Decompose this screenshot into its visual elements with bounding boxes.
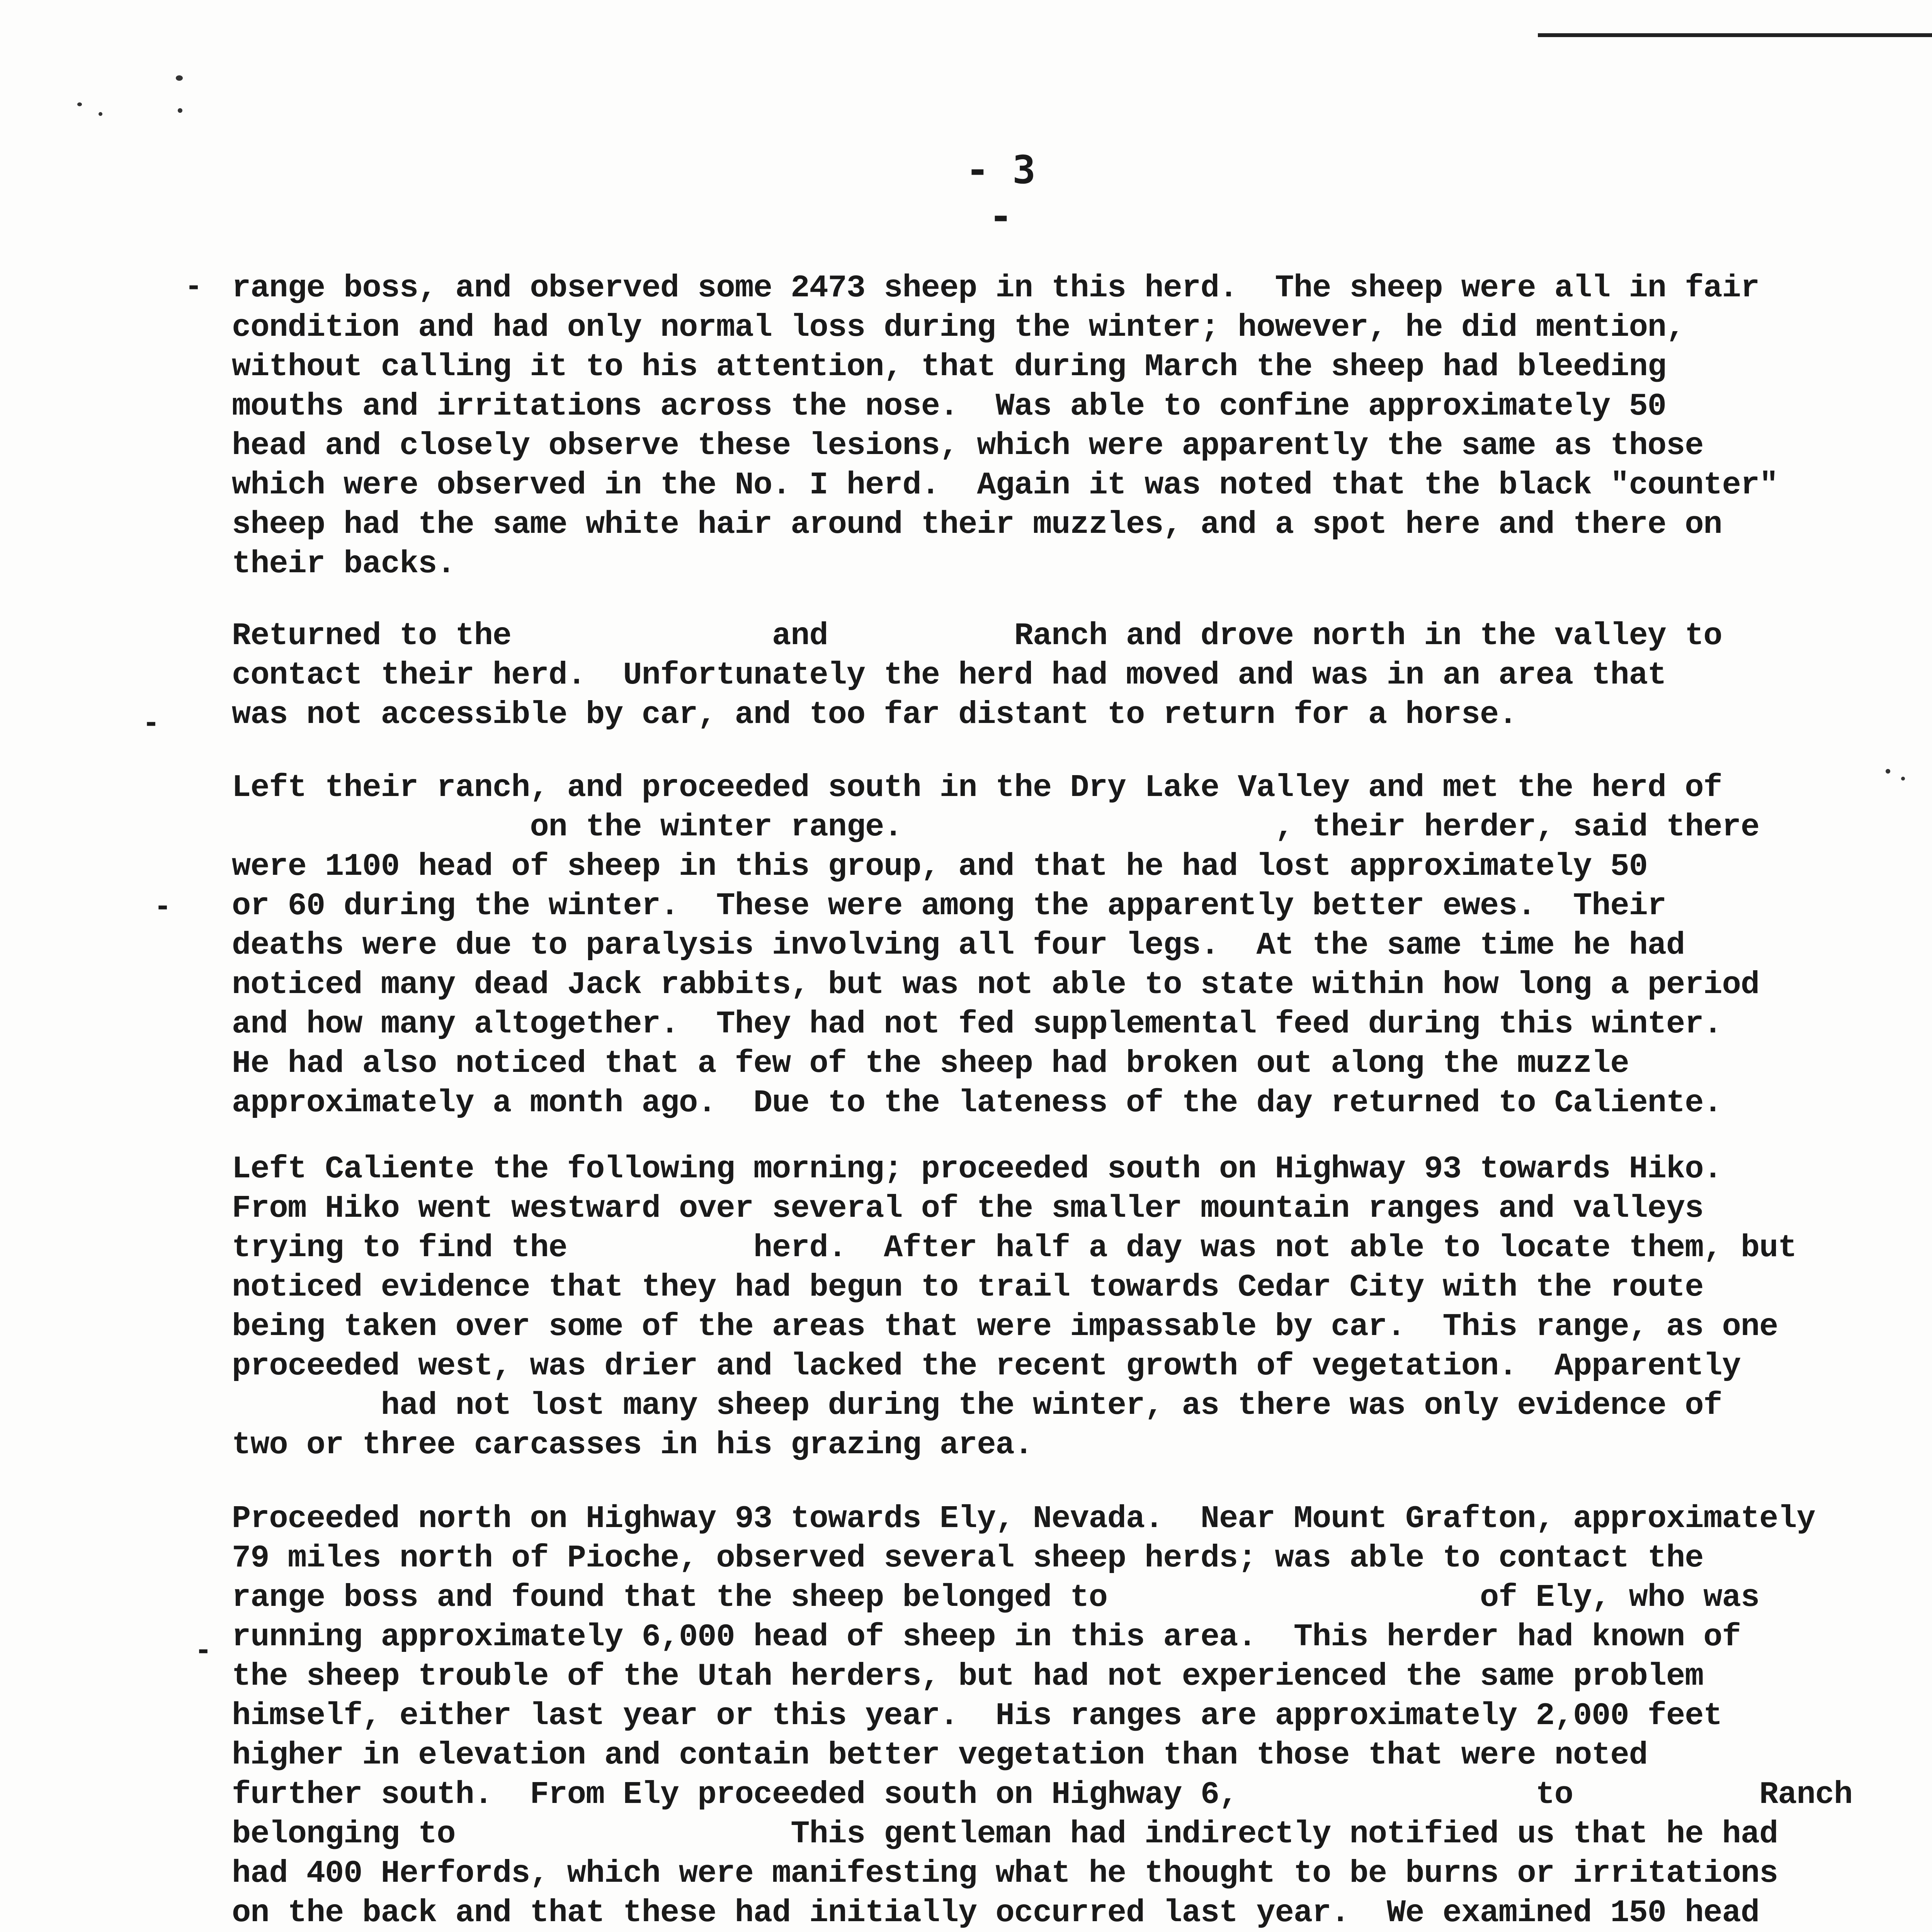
text-line: condition and had only normal loss during the winter; however, he did mention, <box>232 310 1685 345</box>
text-line: two or three carcasses in his grazing area. <box>232 1427 1033 1463</box>
text-line: which were observed in the No. I herd. Again it was noted that the black "counter" <box>232 467 1778 503</box>
paragraph-dry-lake-valley <box>232 768 1759 1123</box>
paragraph-first-herd <box>232 269 1778 584</box>
text-line: sheep had the same white hair around their muzzles, and a spot here and there on <box>232 507 1722 543</box>
text-line: were 1100 head of sheep in this group, and that he had lost approximately 50 <box>232 849 1648 884</box>
text-line: on the winter range. , their herder, said there <box>232 809 1760 845</box>
speck <box>77 102 82 106</box>
text-line: belonging to This gentleman had indirectly notified us that he had <box>232 1816 1778 1852</box>
text-line: contact their herd. Unfortunately the herd had moved and was in an area that <box>232 657 1667 693</box>
text-line: range boss and found that the sheep belonged to of Ely, who was <box>232 1580 1760 1616</box>
speck <box>1901 777 1905 781</box>
text-line: higher in elevation and contain better vegetation than those that were noted <box>232 1737 1648 1773</box>
text-line: Proceeded north on Highway 93 towards Ely, Nevada. Near Mount Grafton, approximately <box>232 1501 1815 1537</box>
speck <box>178 108 182 113</box>
text-line: their backs. <box>232 546 456 582</box>
text-line: had 400 Herfords, which were manifesting what he thought to be burns or irritations <box>232 1855 1778 1891</box>
speck <box>176 75 183 81</box>
text-line: the sheep trouble of the Utah herders, but had not experienced the same problem <box>232 1658 1704 1694</box>
paragraph-left-caliente <box>232 1150 1796 1465</box>
text-line: noticed many dead Jack rabbits, but was not able to state within how long a period <box>232 967 1760 1003</box>
text-line: noticed evidence that they had begun to trail towards Cedar City with the route <box>232 1269 1704 1305</box>
text-line: further south. From Ely proceeded south on Highway 6, to Ranch <box>232 1777 1853 1813</box>
text-line: being taken over some of the areas that were impassable by car. This range, as one <box>232 1309 1778 1345</box>
text-line: or 60 during the winter. These were among the apparently better ewes. Their <box>232 888 1667 924</box>
paragraph-returned-to-ranch <box>232 616 1722 735</box>
text-line: deaths were due to paralysis involving all four legs. At the same time he had <box>232 927 1685 963</box>
margin-mark: - <box>195 1634 212 1666</box>
text-line: had not lost many sheep during the winter, as there was only evidence of <box>232 1388 1722 1423</box>
text-line: and how many altogether. They had not fed supplemental feed during this winter. <box>232 1006 1722 1042</box>
top-rule <box>1538 33 1932 37</box>
text-line: Returned to the and Ranch and drove north in the valley to <box>232 618 1722 654</box>
text-line: himself, either last year or this year. His ranges are approximately 2,000 feet <box>232 1698 1722 1734</box>
margin-mark: - <box>143 707 160 738</box>
text-line: mouths and irritations across the nose. Was able to confine approximately 50 <box>232 388 1667 424</box>
text-line: head and closely observe these lesions, which were apparently the same as those <box>232 428 1704 464</box>
text-line: 79 miles north of Pioche, observed several sheep herds; was able to contact the <box>232 1540 1704 1576</box>
text-line: From Hiko went westward over several of the smaller mountain ranges and valleys <box>232 1190 1704 1226</box>
text-line: approximately a month ago. Due to the lateness of the day returned to Caliente. <box>232 1085 1722 1121</box>
text-line: was not accessible by car, and too far distant to return for a horse. <box>232 697 1517 733</box>
text-line: Left Caliente the following morning; proceeded south on Highway 93 towards Hiko. <box>232 1151 1722 1187</box>
text-line: trying to find the herd. After half a day was not able to locate them, but <box>232 1230 1797 1266</box>
text-line: Left their ranch, and proceeded south in the Dry Lake Valley and met the herd of <box>232 770 1722 806</box>
text-line: He had also noticed that a few of the sheep had broken out along the muzzle <box>232 1046 1629 1082</box>
margin-mark: - <box>185 270 202 302</box>
text-line: without calling it to his attention, that during March the sheep had bleeding <box>232 349 1667 385</box>
text-line: running approximately 6,000 head of sheep in this area. This herder had known of <box>232 1619 1741 1655</box>
speck <box>1886 769 1890 774</box>
text-line: proceeded west, was drier and lacked the recent growth of vegetation. Apparently <box>232 1348 1741 1384</box>
margin-mark: - <box>155 890 171 922</box>
text-line: on the back and that these had initially occurred last year. We examined 150 head <box>232 1895 1760 1931</box>
paragraph-highway-93-ely <box>232 1499 1852 1932</box>
page-number: - 3 - <box>966 147 1036 239</box>
text-line: range boss, and observed some 2473 sheep in this herd. The sheep were all in fair <box>232 270 1760 306</box>
speck <box>99 112 102 116</box>
